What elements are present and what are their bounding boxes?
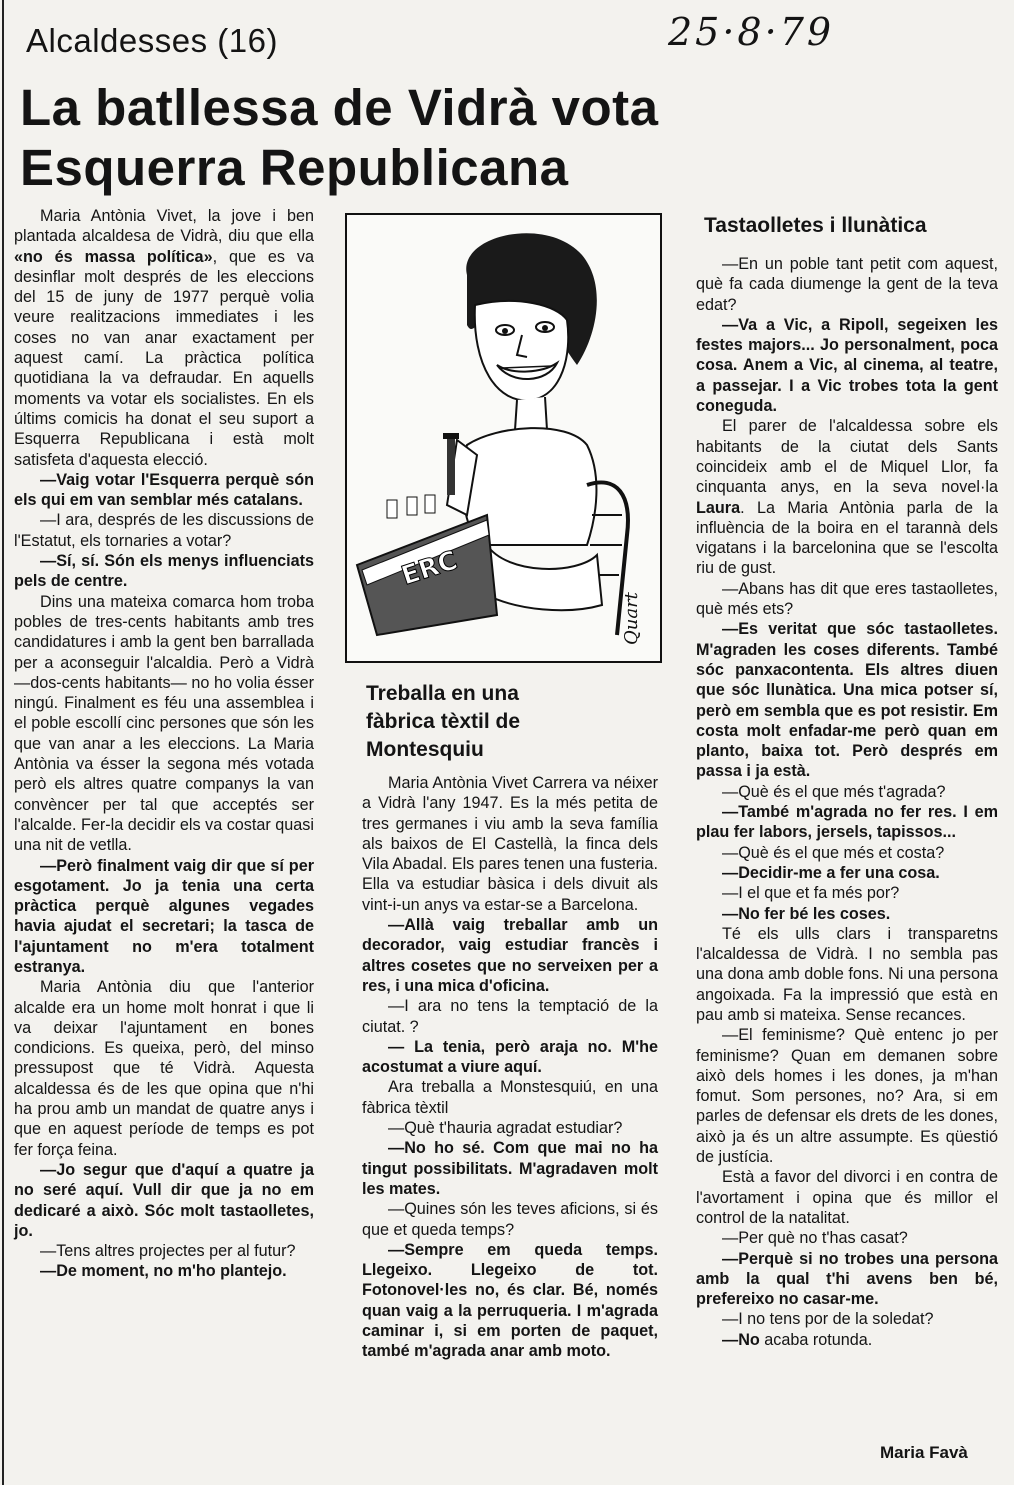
subheading-montesquiu: Treballa en una fàbrica tèxtil de Montesquiu — [366, 682, 521, 761]
text: El parer de l'alcaldessa sobre els habitants de la ciutat dels Sants coincideix amb el de Miquel Llor, fa cinquanta anys, en la seva novel·la — [696, 417, 998, 497]
novel-title: Laura — [696, 498, 741, 517]
handwritten-date: 25·8·79 — [668, 10, 835, 54]
column-3 — [696, 254, 998, 1350]
paragraph: —Sempre em queda temps. Llegeixo. Llegeixo de tot. Fotonovel·les no, és clar. Bé, només quan vaig a la perruqueria. I m'agrada caminar i, si em porten de paquet, també m'agrada anar amb moto. — [362, 1240, 658, 1361]
author-byline: Maria Favà — [880, 1443, 968, 1462]
paragraph: —Es veritat que sóc tastaolletes. M'agraden les coses diferents. També sóc panxacontenta. Els altres diuen que sóc llunàtica. Una mica potser sí, però em sembla que es pot resistir. Em costa molt enfadar-me però quan em planto, baixa tot. Però després em passa i ja està. — [696, 620, 998, 781]
paragraph: —En un poble tant petit com aquest, què fa cada diumenge la gent de la teva edat? — [696, 255, 998, 314]
banner-text: ERC — [397, 545, 462, 592]
paragraph: —Jo segur que d'aquí a quatre ja no seré aquí. Vull dir que ja no em dedicaré a això. Sóc molt tastaolletes, jo. — [14, 1160, 314, 1240]
paragraph: —Decidir-me a fer una cosa. — [722, 863, 940, 882]
paragraph: —Vaig votar l'Esquerra perquè són els qui em van semblar més catalans. — [14, 470, 314, 510]
text: —No — [722, 1330, 760, 1349]
paragraph: —Abans has dit que eres tastaolletes, què més ets? — [696, 579, 998, 619]
paragraph: —Perquè si no trobes una persona amb la qual t'hi avens ben bé, prefereixo no casar-me. — [696, 1249, 998, 1309]
paragraph — [696, 416, 998, 578]
text: acaba rotunda. — [759, 1330, 873, 1349]
paragraph: —Què t'hauria agradat estudiar? — [388, 1119, 623, 1138]
paragraph: —També m'agrada no fer res. I em plau fer labors, jersels, tapissos... — [696, 803, 998, 842]
paragraph: —Va a Vic, a Ripoll, segeixen les festes majors... Jo personalment, poca cosa. Anem a Vic, al cinema, al teatre, a passejar. I a Vic trobes tota la gent coneguda. — [696, 315, 998, 416]
paragraph: —El feminisme? Què entenc jo per feminisme? Quan em demanen sobre això dels homes i les dones, ja m'han fomut. Som persones, no? Ara, si em parles de defensar els drets de les dones, això ja és un altre assumpte. Es qüestió de justícia. — [696, 1026, 998, 1167]
paragraph — [14, 206, 314, 470]
paragraph: —Però finalment vaig dir que sí per esgotament. Jo ja tenia una certa pràctica perquè algunes vegades havia ajudat el secretari; la tasca de l'ajuntament no m'era totalment estranya. — [14, 856, 314, 976]
text: . La Maria Antònia parla de la influència de la boira en el tarannà dels vigatans i la barcelonina que se l'escolta riu de gust. — [696, 498, 998, 578]
paragraph: —Per què no t'has casat? — [722, 1229, 908, 1248]
paragraph: — La tenia, però araja no. M'he acostumat a viure aquí. — [362, 1037, 658, 1077]
paragraph: —Allà vaig treballar amb un decorador, vaig estudiar francès i altres cosetes que no serveixen per a res, i una mica d'oficina. — [362, 916, 658, 995]
paragraph: —I ara no tens la temptació de la ciutat. ? — [362, 997, 658, 1036]
text: Maria Antònia Vivet, la jove i ben plantada alcaldesa de Vidrà, diu que ella — [14, 207, 314, 246]
paragraph: —I no tens por de la soledat? — [722, 1310, 934, 1329]
column-1 — [14, 206, 314, 1282]
artist-signature: Quart — [621, 592, 642, 645]
paragraph: —Quines són les teves aficions, si és que et queda temps? — [362, 1200, 658, 1239]
page-border — [2, 0, 4, 1485]
column-2 — [362, 773, 658, 1362]
paragraph: —Què és el que més t'agrada? — [722, 782, 946, 801]
paragraph: —De moment, no m'ho plantejo. — [40, 1262, 287, 1281]
paragraph: —No ho sé. Com que mai no ha tingut possibilitats. M'agradaven molt les mates. — [362, 1139, 658, 1198]
paragraph: —Tens altres projectes per al futur? — [40, 1242, 296, 1261]
quote: «no és massa política» — [14, 247, 213, 266]
caricature-icon — [347, 215, 660, 661]
paragraph: —I el que et fa més por? — [722, 884, 900, 903]
paragraph: Dins una mateixa comarca hom troba pobles de tres-cents habitants amb tres candidatures i amb la gent ben barrallada per a aconseguir l'alcaldia. Però a Vidrà —dos-cents habitants— no ho volia ésser ningú. Finalment es féu una assemblea i el poble escollí cinc persones que són les que van anar a les eleccions. La Maria Antònia va ésser la segona més votada però els altres quatre companys la van convèncer per tal que acceptés ser l'alcalde. Fer-la decidir els va costar quasi una nit de vetlla. — [14, 592, 314, 855]
paragraph: Està a favor del divorci i en contra de l'avortament i opina que és millor el control de la natalitat. — [696, 1168, 998, 1227]
paragraph: Maria Antònia Vivet Carrera va néixer a Vidrà l'any 1947. Es la més petita de tres germanes i viu amb la seva família als baixos de El Castellà, la finca dels Vila Abadal. Els pares tenen una fusteria. Ella va estudiar bàsica i dels divuit als vint-i-un anys va estar-se a Barcelona. — [362, 774, 658, 914]
paragraph: —I ara, després de les discussions de l'Estatut, els tornaries a votar? — [14, 511, 314, 550]
subheading-tastaolletes: Tastaolletes i llunàtica — [704, 214, 927, 237]
paragraph: —No fer bé les coses. — [722, 904, 891, 923]
paragraph: —Què és el que més et costa? — [722, 843, 945, 862]
series-label: Alcaldesses (16) — [26, 22, 278, 59]
caricature-illustration — [345, 213, 662, 663]
paragraph: Ara treballa a Monstesquiú, en una fàbrica tèxtil — [362, 1078, 658, 1117]
text: , que es va desinflar molt després de les eleccions del 15 de juny de 1977 perquè volia veure realitzacions immediates i les coses no van anar exactament per aquest camí. La pràctica política quotidiana la va defraudar. En aquells moments va votar els socialistes. En els últims comicis ha donat el seu suport a Esquerra Republicana i està molt satisfeta d'aquesta elecció. — [14, 247, 314, 469]
paragraph: Té els ulls clars i transparetns l'alcaldessa de Vidrà. I no sembla pas una dona amb doble fons. Ni una persona angoixada. Fa la impressió que està en pau amb si mateixa. Sense recances. — [696, 924, 998, 1024]
headline: La batllessa de Vidrà vota Esquerra Republicana — [20, 79, 659, 196]
paragraph: —Sí, sí. Són els menys influenciats pels de centre. — [14, 552, 314, 591]
paragraph — [696, 1330, 998, 1350]
paragraph: Maria Antònia diu que l'anterior alcalde era un home molt honrat i que li va deixar l'ajuntament en bones condicions. Es queixa, però, del minso pressupost que té Vidrà. Aquesta alcaldessa és de les que opina que n'hi ha prou amb un mandat de quatre anys i que en aquest període de temps es pot fer força feina. — [14, 978, 314, 1159]
